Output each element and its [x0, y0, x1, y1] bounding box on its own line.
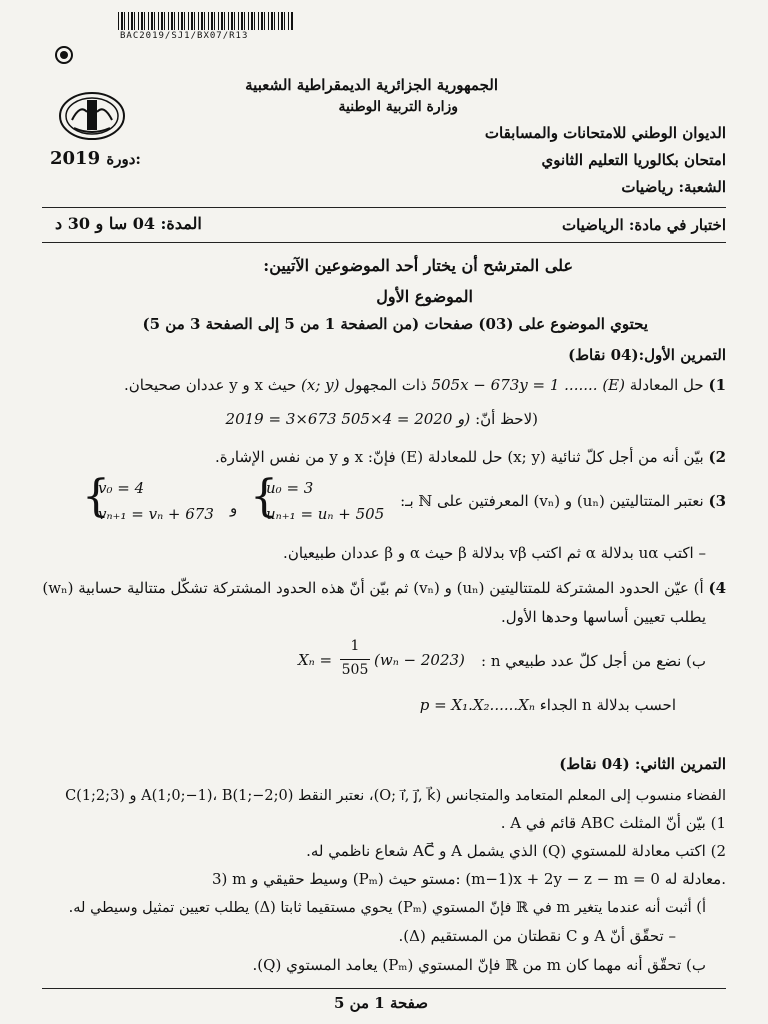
- branch: الشعبة: رياضيات: [621, 178, 726, 196]
- text: أ) عيّن الحدود المشتركة للمتتاليتين (uₙ) و (vₙ) ثم بيّن أنّ هذه الحدود المشتركة تشكّل متتالية حسابية (wₙ): [42, 579, 704, 597]
- republic-title: الجمهورية الجزائرية الديمقراطية الشعبية: [245, 76, 498, 94]
- vn1: vₙ₊₁ = vₙ + 673: [98, 505, 214, 523]
- ex1-q2: [215, 446, 726, 468]
- exercise-1-title: التمرين الأول:(04 نقاط): [568, 346, 726, 364]
- text: حل المعادلة: [629, 376, 704, 394]
- session-label: دورة:: [106, 150, 141, 168]
- ex2-q3a-check: – تحقّق أنّ A و C نقطتان من المستقيم (Δ).: [398, 927, 676, 945]
- exercise-2-title: التمرين الثاني: (04 نقاط): [559, 755, 726, 773]
- ex1-q4b: ب) نضع من أجل كلّ عدد طبيعي n :: [480, 652, 706, 670]
- text: ذات المجهول: [344, 376, 427, 394]
- divider: [42, 242, 726, 243]
- xn-lhs: Xₙ =: [298, 651, 333, 669]
- ex2-q3: 3) m وسيط حقيقي و (Pₘ) مستو حيث: (m−1)x + 2y − z − m = 0 معادلة له.: [211, 870, 726, 888]
- ministry-title: وزارة التربية الوطنية: [338, 99, 458, 115]
- unknown: (x; y): [301, 376, 340, 394]
- divider: [42, 988, 726, 989]
- equation: 505x − 673y = 1 ....... (E): [431, 376, 625, 394]
- exam-title: امتحان بكالوريا التعليم الثانوي: [541, 151, 726, 169]
- ex1-note: [226, 408, 538, 430]
- barcode-text: BAC2019/SJ1/BX07/R13: [120, 31, 249, 41]
- ex2-intro: الفضاء منسوب إلى المعلم المتعامد والمتجانس (O; i⃗, j⃗, k⃗)، نعتبر النقط A(1;0;−1)، B(1;−2;0) و C(1;2;3): [65, 788, 726, 804]
- choose-instruction: على المترشح أن يختار أحد الموضوعين الآتيين:: [263, 256, 573, 275]
- emblem-icon: [58, 90, 126, 142]
- ex1-q4c: [420, 694, 676, 716]
- subject: اختبار في مادة: الرياضيات: [561, 216, 726, 234]
- text: احسب بدلالة n الجداء: [539, 696, 676, 714]
- xn-rhs: (wₙ − 2023): [374, 651, 465, 669]
- un1: uₙ₊₁ = uₙ + 505: [266, 505, 385, 523]
- frac-den: 505: [341, 662, 369, 678]
- ex1-q3-bullet: – اكتب uα بدلالة α ثم اكتب vβ بدلالة β حيث α و β عددان طبيعيان.: [283, 544, 706, 562]
- q-number: 3): [708, 492, 726, 510]
- text: (لاحظ أنّ:: [475, 410, 538, 428]
- frac-num: 1: [350, 638, 360, 654]
- ex1-q1: [124, 374, 726, 396]
- barcode: [118, 12, 294, 30]
- ex1-q4a: [42, 577, 726, 599]
- divider: [42, 207, 726, 208]
- v0: v₀ = 4: [98, 479, 145, 497]
- pages-note: يحتوي الموضوع على (03) صفحات (من الصفحة 1 من 5 إلى الصفحة 3 من 5): [142, 315, 648, 333]
- q-number: 4): [708, 579, 726, 597]
- text: نعتبر المتتاليتين (uₙ) و (vₙ) المعرفتين على ℕ بـ:: [400, 492, 704, 510]
- ex2-q2: 2) اكتب معادلة للمستوي (Q) الذي يشمل A و AC⃗ شعاع ناظمي له.: [306, 842, 726, 860]
- frac-bar: [340, 659, 370, 660]
- q-number: 1): [708, 376, 726, 394]
- session-year: 2019: [50, 148, 101, 169]
- product: p = X₁.X₂......Xₙ: [419, 696, 535, 714]
- ex2-q1: 1) بيّن أنّ المثلث ABC قائم في A .: [500, 814, 726, 832]
- page-number: صفحة 1 من 5: [333, 994, 428, 1012]
- ex1-q4a-cont: يطلب تعيين أساسها وحدها الأول.: [501, 608, 706, 626]
- text: بيّن أنه من أجل كلّ ثنائية (x; y) حل للمعادلة (E) فإنّ: x و y من نفس الإشارة.: [214, 448, 704, 466]
- ex1-q3: [400, 490, 726, 512]
- ex2-q3a: أ) أثبت أنه عندما يتغير m في ℝ فإنّ المستوي (Pₘ) يحوي مستقيما ثابتا (Δ) يطلب تعيين تمثيل وسيطي له.: [68, 900, 706, 916]
- q-number: 2): [708, 448, 726, 466]
- duration: المدة: 04 سا و 30 د: [55, 214, 202, 233]
- ex2-q3b: ب) تحقّق أنه مهما كان m من ℝ فإنّ المستوي (Pₘ) يعامد المستوي (Q).: [252, 956, 706, 974]
- and-word: و: [230, 499, 238, 517]
- office-title: الديوان الوطني للامتحانات والمسابقات: [484, 124, 726, 142]
- xn-formula: [298, 638, 465, 682]
- u0: u₀ = 3: [266, 479, 314, 497]
- note-math: 2019 = 3×673 و 2020 = 4×505): [225, 410, 471, 428]
- punch-hole-icon: [55, 46, 73, 64]
- topic-title: الموضوع الأول: [376, 287, 473, 306]
- session: [50, 148, 141, 169]
- text: حيث x و y عددان صحيحان.: [124, 376, 297, 394]
